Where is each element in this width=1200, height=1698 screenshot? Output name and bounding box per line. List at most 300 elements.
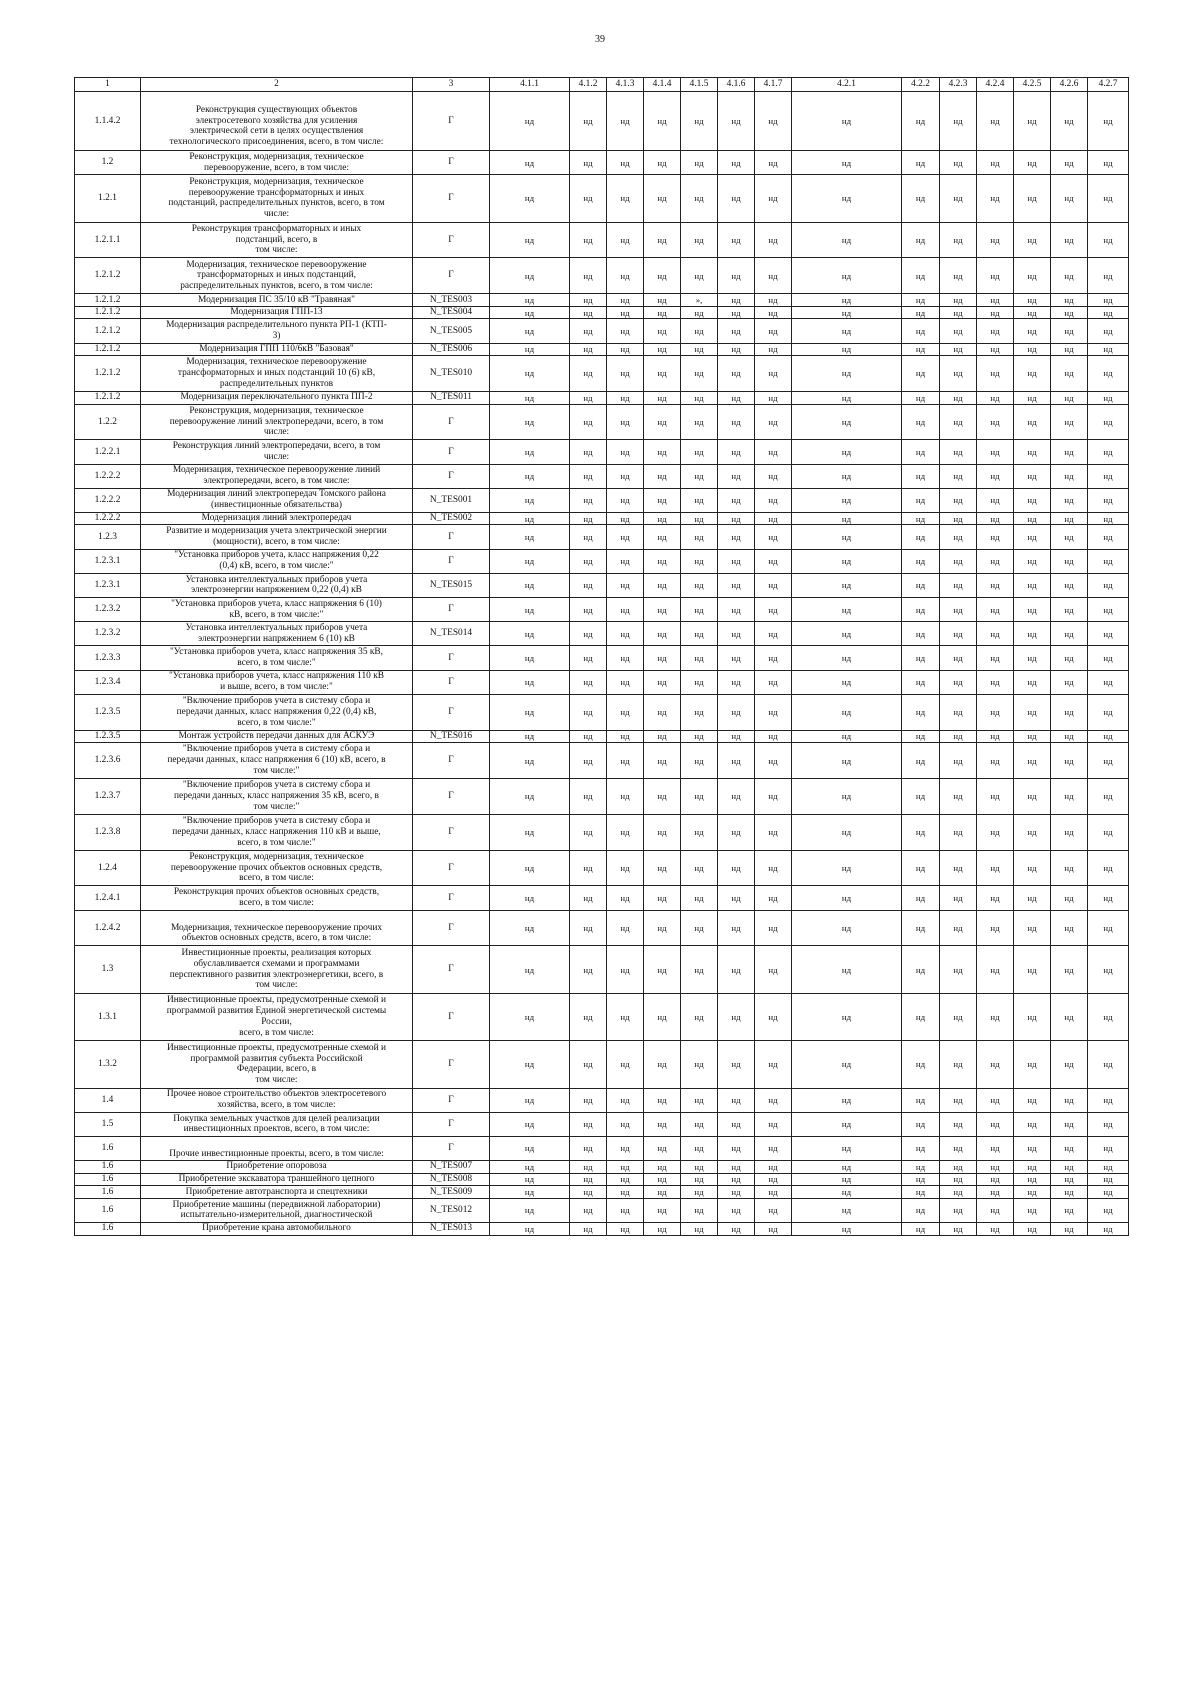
row-value: нд <box>490 1173 570 1186</box>
row-value: нд <box>1014 512 1051 525</box>
row-name: Модернизация распределительного пункта РП-1 (КТП- 3) <box>141 319 413 343</box>
row-value: нд <box>607 1173 644 1186</box>
row-value: нд <box>681 694 718 730</box>
table-row <box>75 573 1129 597</box>
row-value: нд <box>755 646 792 670</box>
row-value: нд <box>490 946 570 993</box>
row-value: нд <box>902 646 940 670</box>
row-name: Реконструкция, модернизация, техническое перевооружение, всего, в том числе: <box>141 151 413 175</box>
row-value: нд <box>644 730 681 743</box>
investment-table <box>74 77 1129 1236</box>
row-value: нд <box>1014 778 1051 814</box>
row-number: 1.2.3.3 <box>75 646 141 670</box>
row-name: Прочее новое строительство объектов электросетевого хозяйства, всего, в том числе: <box>141 1088 413 1112</box>
row-value: нд <box>644 1112 681 1136</box>
row-value: нд <box>1014 886 1051 910</box>
table-row <box>75 694 1129 730</box>
table-row <box>75 294 1129 307</box>
row-value: нд <box>1051 319 1088 343</box>
row-number: 1.2.2.2 <box>75 488 141 512</box>
row-value: нд <box>977 1136 1014 1160</box>
row-value: нд <box>1088 743 1129 779</box>
row-value: нд <box>1014 910 1051 946</box>
row-code: Г <box>413 175 490 222</box>
row-value: нд <box>1051 488 1088 512</box>
row-value: нд <box>1051 670 1088 694</box>
row-value: нд <box>977 512 1014 525</box>
row-value: нд <box>644 993 681 1040</box>
row-name: "Включение приборов учета в систему сбора и передачи данных, класс напряжения 110 кВ и выше, всего, в том числе:" <box>141 814 413 850</box>
row-value: нд <box>902 151 940 175</box>
row-value: нд <box>755 886 792 910</box>
row-value: нд <box>607 464 644 488</box>
row-value: нд <box>718 850 755 886</box>
table-row <box>75 743 1129 779</box>
row-number: 1.6 <box>75 1136 141 1160</box>
row-code: Г <box>413 670 490 694</box>
table-row <box>75 646 1129 670</box>
row-value: нд <box>490 646 570 670</box>
row-value: нд <box>490 910 570 946</box>
row-value: нд <box>1014 391 1051 404</box>
row-code: N_TES013 <box>413 1223 490 1236</box>
row-value: нд <box>490 598 570 622</box>
row-value: нд <box>902 946 940 993</box>
row-value: нд <box>1088 1198 1129 1222</box>
column-header: 4.2.3 <box>940 78 977 92</box>
row-value: нд <box>607 1186 644 1199</box>
table-row <box>75 670 1129 694</box>
row-name: Модернизация ГПП-13 <box>141 306 413 319</box>
row-value: нд <box>1014 294 1051 307</box>
row-value: нд <box>1014 993 1051 1040</box>
row-name: Приобретение опоровоза <box>141 1161 413 1174</box>
row-value: нд <box>644 549 681 573</box>
row-value: нд <box>1051 512 1088 525</box>
row-value: нд <box>644 946 681 993</box>
row-value: нд <box>718 294 755 307</box>
row-value: нд <box>1088 306 1129 319</box>
table-row <box>75 1041 1129 1088</box>
row-value: нд <box>1088 488 1129 512</box>
row-value: нд <box>607 319 644 343</box>
row-code: N_TES006 <box>413 343 490 356</box>
table-row <box>75 598 1129 622</box>
row-value: нд <box>490 391 570 404</box>
row-value: нд <box>792 391 902 404</box>
row-value: нд <box>644 343 681 356</box>
row-value: нд <box>644 1041 681 1088</box>
row-value: нд <box>681 319 718 343</box>
row-code: Г <box>413 1088 490 1112</box>
row-value: нд <box>792 488 902 512</box>
row-value: нд <box>607 258 644 294</box>
row-value: нд <box>902 294 940 307</box>
row-value: нд <box>607 730 644 743</box>
row-value: нд <box>940 910 977 946</box>
row-value: нд <box>902 814 940 850</box>
table-row <box>75 1223 1129 1236</box>
row-value: нд <box>977 464 1014 488</box>
row-value: нд <box>718 258 755 294</box>
row-value: нд <box>570 778 607 814</box>
row-value: нд <box>1014 622 1051 646</box>
row-number: 1.2.2.2 <box>75 464 141 488</box>
row-value: нд <box>1051 694 1088 730</box>
row-name: "Включение приборов учета в систему сбора и передачи данных, класс напряжения 0,22 (0,4) кВ, всего, в том числе:" <box>141 694 413 730</box>
row-value: нд <box>792 1198 902 1222</box>
row-value: нд <box>977 92 1014 151</box>
row-value: нд <box>755 391 792 404</box>
row-value: нд <box>570 151 607 175</box>
row-value: нд <box>644 525 681 549</box>
row-value: нд <box>902 222 940 258</box>
row-value: нд <box>940 1198 977 1222</box>
row-value: нд <box>977 343 1014 356</box>
row-value: нд <box>1014 343 1051 356</box>
row-value: нд <box>902 573 940 597</box>
row-value: нд <box>644 1161 681 1174</box>
row-value: нд <box>755 598 792 622</box>
row-value: нд <box>792 778 902 814</box>
row-value: нд <box>1088 1186 1129 1199</box>
row-number: 1.2.2.1 <box>75 440 141 464</box>
row-value: нд <box>792 1041 902 1088</box>
row-value: нд <box>644 622 681 646</box>
row-value: нд <box>977 222 1014 258</box>
row-name: "Включение приборов учета в систему сбора и передачи данных, класс напряжения 6 (10) кВ, всего, в том числе:" <box>141 743 413 779</box>
row-value: нд <box>1014 743 1051 779</box>
row-value: нд <box>792 222 902 258</box>
row-value: нд <box>1014 258 1051 294</box>
row-value: нд <box>755 1136 792 1160</box>
row-code: N_TES004 <box>413 306 490 319</box>
row-value: нд <box>644 222 681 258</box>
row-number: 1.2.3.4 <box>75 670 141 694</box>
row-value: нд <box>902 1161 940 1174</box>
row-value: нд <box>792 464 902 488</box>
row-value: нд <box>1088 512 1129 525</box>
row-code: N_TES014 <box>413 622 490 646</box>
row-code: Г <box>413 910 490 946</box>
row-value: нд <box>644 1173 681 1186</box>
row-value: нд <box>681 1198 718 1222</box>
row-value: нд <box>902 910 940 946</box>
row-value: нд <box>681 1186 718 1199</box>
row-value: нд <box>1051 464 1088 488</box>
row-code: Г <box>413 464 490 488</box>
row-value: нд <box>977 1088 1014 1112</box>
row-value: нд <box>792 1088 902 1112</box>
row-value: нд <box>1014 464 1051 488</box>
row-value: нд <box>755 730 792 743</box>
row-value: нд <box>902 694 940 730</box>
row-value: нд <box>681 573 718 597</box>
row-value: нд <box>490 356 570 392</box>
row-value: нд <box>607 910 644 946</box>
row-name: Прочие инвестиционные проекты, всего, в том числе: <box>141 1136 413 1160</box>
row-value: нд <box>490 1136 570 1160</box>
row-value: нд <box>1051 910 1088 946</box>
row-value: нд <box>977 646 1014 670</box>
row-value: нд <box>1051 404 1088 440</box>
row-code: Г <box>413 694 490 730</box>
row-value: нд <box>902 404 940 440</box>
row-name: Приобретение автотранспорта и спецтехники <box>141 1186 413 1199</box>
row-value: нд <box>1088 391 1129 404</box>
row-value: нд <box>977 1112 1014 1136</box>
row-value: нд <box>1088 294 1129 307</box>
row-number: 1.2.3.1 <box>75 549 141 573</box>
row-name: Реконструкция, модернизация, техническое перевооружение прочих объектов основных средств, всего, в том числе: <box>141 850 413 886</box>
row-value: нд <box>607 294 644 307</box>
row-value: нд <box>570 222 607 258</box>
row-value: нд <box>681 404 718 440</box>
row-value: нд <box>940 294 977 307</box>
row-value: нд <box>681 549 718 573</box>
row-value: нд <box>490 730 570 743</box>
row-value: нд <box>940 1112 977 1136</box>
row-name: Реконструкция прочих объектов основных средств, всего, в том числе: <box>141 886 413 910</box>
row-code: Г <box>413 598 490 622</box>
row-value: нд <box>792 1186 902 1199</box>
row-value: нд <box>792 850 902 886</box>
row-value: нд <box>755 464 792 488</box>
row-value: нд <box>902 886 940 910</box>
row-value: нд <box>1014 1112 1051 1136</box>
row-value: нд <box>902 622 940 646</box>
row-value: нд <box>1051 598 1088 622</box>
row-value: нд <box>902 670 940 694</box>
row-value: нд <box>681 1173 718 1186</box>
row-value: нд <box>1088 598 1129 622</box>
row-value: нд <box>490 440 570 464</box>
row-value: нд <box>755 946 792 993</box>
row-value: нд <box>1051 886 1088 910</box>
row-value: нд <box>681 910 718 946</box>
row-value: нд <box>1051 1186 1088 1199</box>
table-row <box>75 946 1129 993</box>
row-value: нд <box>718 404 755 440</box>
row-value: нд <box>755 404 792 440</box>
row-name: Реконструкция, модернизация, техническое перевооружение линий электропередачи, всего, в том числе: <box>141 404 413 440</box>
row-value: нд <box>792 258 902 294</box>
row-value: нд <box>792 175 902 222</box>
row-name: "Установка приборов учета, класс напряжения 6 (10) кВ, всего, в том числе:" <box>141 598 413 622</box>
row-value: нд <box>644 1198 681 1222</box>
row-value: нд <box>977 1186 1014 1199</box>
row-value: нд <box>755 622 792 646</box>
row-value: нд <box>902 778 940 814</box>
row-value: нд <box>681 306 718 319</box>
table-row <box>75 778 1129 814</box>
row-value: нд <box>977 946 1014 993</box>
row-value: нд <box>644 694 681 730</box>
row-value: нд <box>1014 1041 1051 1088</box>
row-value: нд <box>1014 646 1051 670</box>
row-value: нд <box>1014 694 1051 730</box>
row-value: нд <box>792 622 902 646</box>
row-value: нд <box>902 598 940 622</box>
row-value: нд <box>940 391 977 404</box>
row-value: нд <box>1014 404 1051 440</box>
row-value: нд <box>570 525 607 549</box>
table-row <box>75 886 1129 910</box>
row-value: нд <box>940 464 977 488</box>
row-value: нд <box>681 151 718 175</box>
column-header: 3 <box>413 78 490 92</box>
row-number: 1.6 <box>75 1173 141 1186</box>
row-number: 1.6 <box>75 1161 141 1174</box>
row-value: нд <box>1088 886 1129 910</box>
row-value: нд <box>792 730 902 743</box>
row-value: нд <box>977 670 1014 694</box>
table-row <box>75 306 1129 319</box>
row-value: нд <box>1051 1136 1088 1160</box>
row-value: нд <box>681 92 718 151</box>
table-row <box>75 1198 1129 1222</box>
table-row <box>75 222 1129 258</box>
row-value: нд <box>1051 993 1088 1040</box>
row-name: Монтаж устройств передачи данных для АСКУЭ <box>141 730 413 743</box>
row-value: нд <box>607 1112 644 1136</box>
row-value: нд <box>490 319 570 343</box>
row-value: нд <box>718 622 755 646</box>
row-code: Г <box>413 743 490 779</box>
row-value: нд <box>1088 525 1129 549</box>
row-value: нд <box>1051 92 1088 151</box>
row-value: нд <box>718 886 755 910</box>
row-value: нд <box>1014 525 1051 549</box>
row-value: нд <box>570 1112 607 1136</box>
row-value: нд <box>940 343 977 356</box>
row-value: нд <box>644 1136 681 1160</box>
row-value: нд <box>755 573 792 597</box>
table-row <box>75 730 1129 743</box>
page-number: 39 <box>595 34 605 45</box>
row-code: Г <box>413 850 490 886</box>
table-row <box>75 1112 1129 1136</box>
column-header: 4.2.7 <box>1088 78 1129 92</box>
table-row <box>75 356 1129 392</box>
table-row <box>75 910 1129 946</box>
row-value: нд <box>1088 646 1129 670</box>
row-value: нд <box>490 622 570 646</box>
column-header: 4.1.1 <box>490 78 570 92</box>
row-value: нд <box>1051 1112 1088 1136</box>
row-value: нд <box>1088 670 1129 694</box>
row-value: нд <box>755 343 792 356</box>
row-value: нд <box>607 598 644 622</box>
row-value: нд <box>644 151 681 175</box>
row-value: нд <box>902 1173 940 1186</box>
row-value: нд <box>940 946 977 993</box>
row-name: Модернизация переключательного пункта ПП-2 <box>141 391 413 404</box>
row-number: 1.4 <box>75 1088 141 1112</box>
row-value: нд <box>681 1088 718 1112</box>
row-value: нд <box>490 343 570 356</box>
row-value: нд <box>718 175 755 222</box>
row-value: нд <box>570 1088 607 1112</box>
row-value: нд <box>940 306 977 319</box>
row-value: нд <box>607 1136 644 1160</box>
row-value: нд <box>718 1041 755 1088</box>
row-name: "Установка приборов учета, класс напряжения 35 кВ, всего, в том числе:" <box>141 646 413 670</box>
row-value: нд <box>755 694 792 730</box>
row-value: нд <box>902 525 940 549</box>
row-value: нд <box>607 886 644 910</box>
row-code: Г <box>413 778 490 814</box>
row-value: нд <box>755 549 792 573</box>
row-value: нд <box>755 175 792 222</box>
row-value: нд <box>902 464 940 488</box>
row-value: нд <box>570 1223 607 1236</box>
row-value: нд <box>1088 464 1129 488</box>
row-value: нд <box>940 850 977 886</box>
row-value: нд <box>977 814 1014 850</box>
row-value: нд <box>718 151 755 175</box>
row-value: нд <box>1088 175 1129 222</box>
row-value: нд <box>1051 573 1088 597</box>
row-value: нд <box>607 743 644 779</box>
row-value: нд <box>490 886 570 910</box>
row-value: нд <box>977 573 1014 597</box>
row-value: нд <box>1014 151 1051 175</box>
row-value: нд <box>607 440 644 464</box>
column-header: 4.2.6 <box>1051 78 1088 92</box>
row-name: Модернизация линий электропередач Томского района (инвестиционные обязательства) <box>141 488 413 512</box>
row-value: нд <box>1014 1198 1051 1222</box>
row-value: нд <box>940 670 977 694</box>
row-value: нд <box>755 1198 792 1222</box>
table-row <box>75 343 1129 356</box>
row-value: нд <box>940 549 977 573</box>
table-row <box>75 1161 1129 1174</box>
row-value: нд <box>755 1161 792 1174</box>
row-value: нд <box>1051 778 1088 814</box>
row-value: нд <box>1051 1223 1088 1236</box>
row-name: Инвестиционные проекты, предусмотренные схемой и программой развития Единой энергетической системы России, всего, в том числе: <box>141 993 413 1040</box>
row-value: нд <box>607 1088 644 1112</box>
table-row <box>75 440 1129 464</box>
row-value: нд <box>977 993 1014 1040</box>
row-value: нд <box>718 1136 755 1160</box>
row-value: нд <box>490 1223 570 1236</box>
row-value: нд <box>977 1198 1014 1222</box>
row-value: нд <box>1088 222 1129 258</box>
row-value: нд <box>607 1198 644 1222</box>
row-value: нд <box>940 778 977 814</box>
row-value: нд <box>718 440 755 464</box>
row-value: нд <box>570 391 607 404</box>
row-name: "Включение приборов учета в систему сбора и передачи данных, класс напряжения 35 кВ, всего, в том числе:" <box>141 778 413 814</box>
row-value: нд <box>718 730 755 743</box>
row-value: нд <box>977 1173 1014 1186</box>
row-value: нд <box>792 1223 902 1236</box>
row-name: Реконструкция трансформаторных и иных подстанций, всего, в том числе: <box>141 222 413 258</box>
row-value: нд <box>718 1161 755 1174</box>
row-value: нд <box>1014 814 1051 850</box>
row-value: нд <box>718 1173 755 1186</box>
row-value: нд <box>718 910 755 946</box>
row-value: нд <box>792 694 902 730</box>
row-code: Г <box>413 440 490 464</box>
row-number: 1.2.3.8 <box>75 814 141 850</box>
row-code: Г <box>413 92 490 151</box>
row-value: нд <box>718 946 755 993</box>
row-value: нд <box>792 319 902 343</box>
row-value: нд <box>1051 1198 1088 1222</box>
